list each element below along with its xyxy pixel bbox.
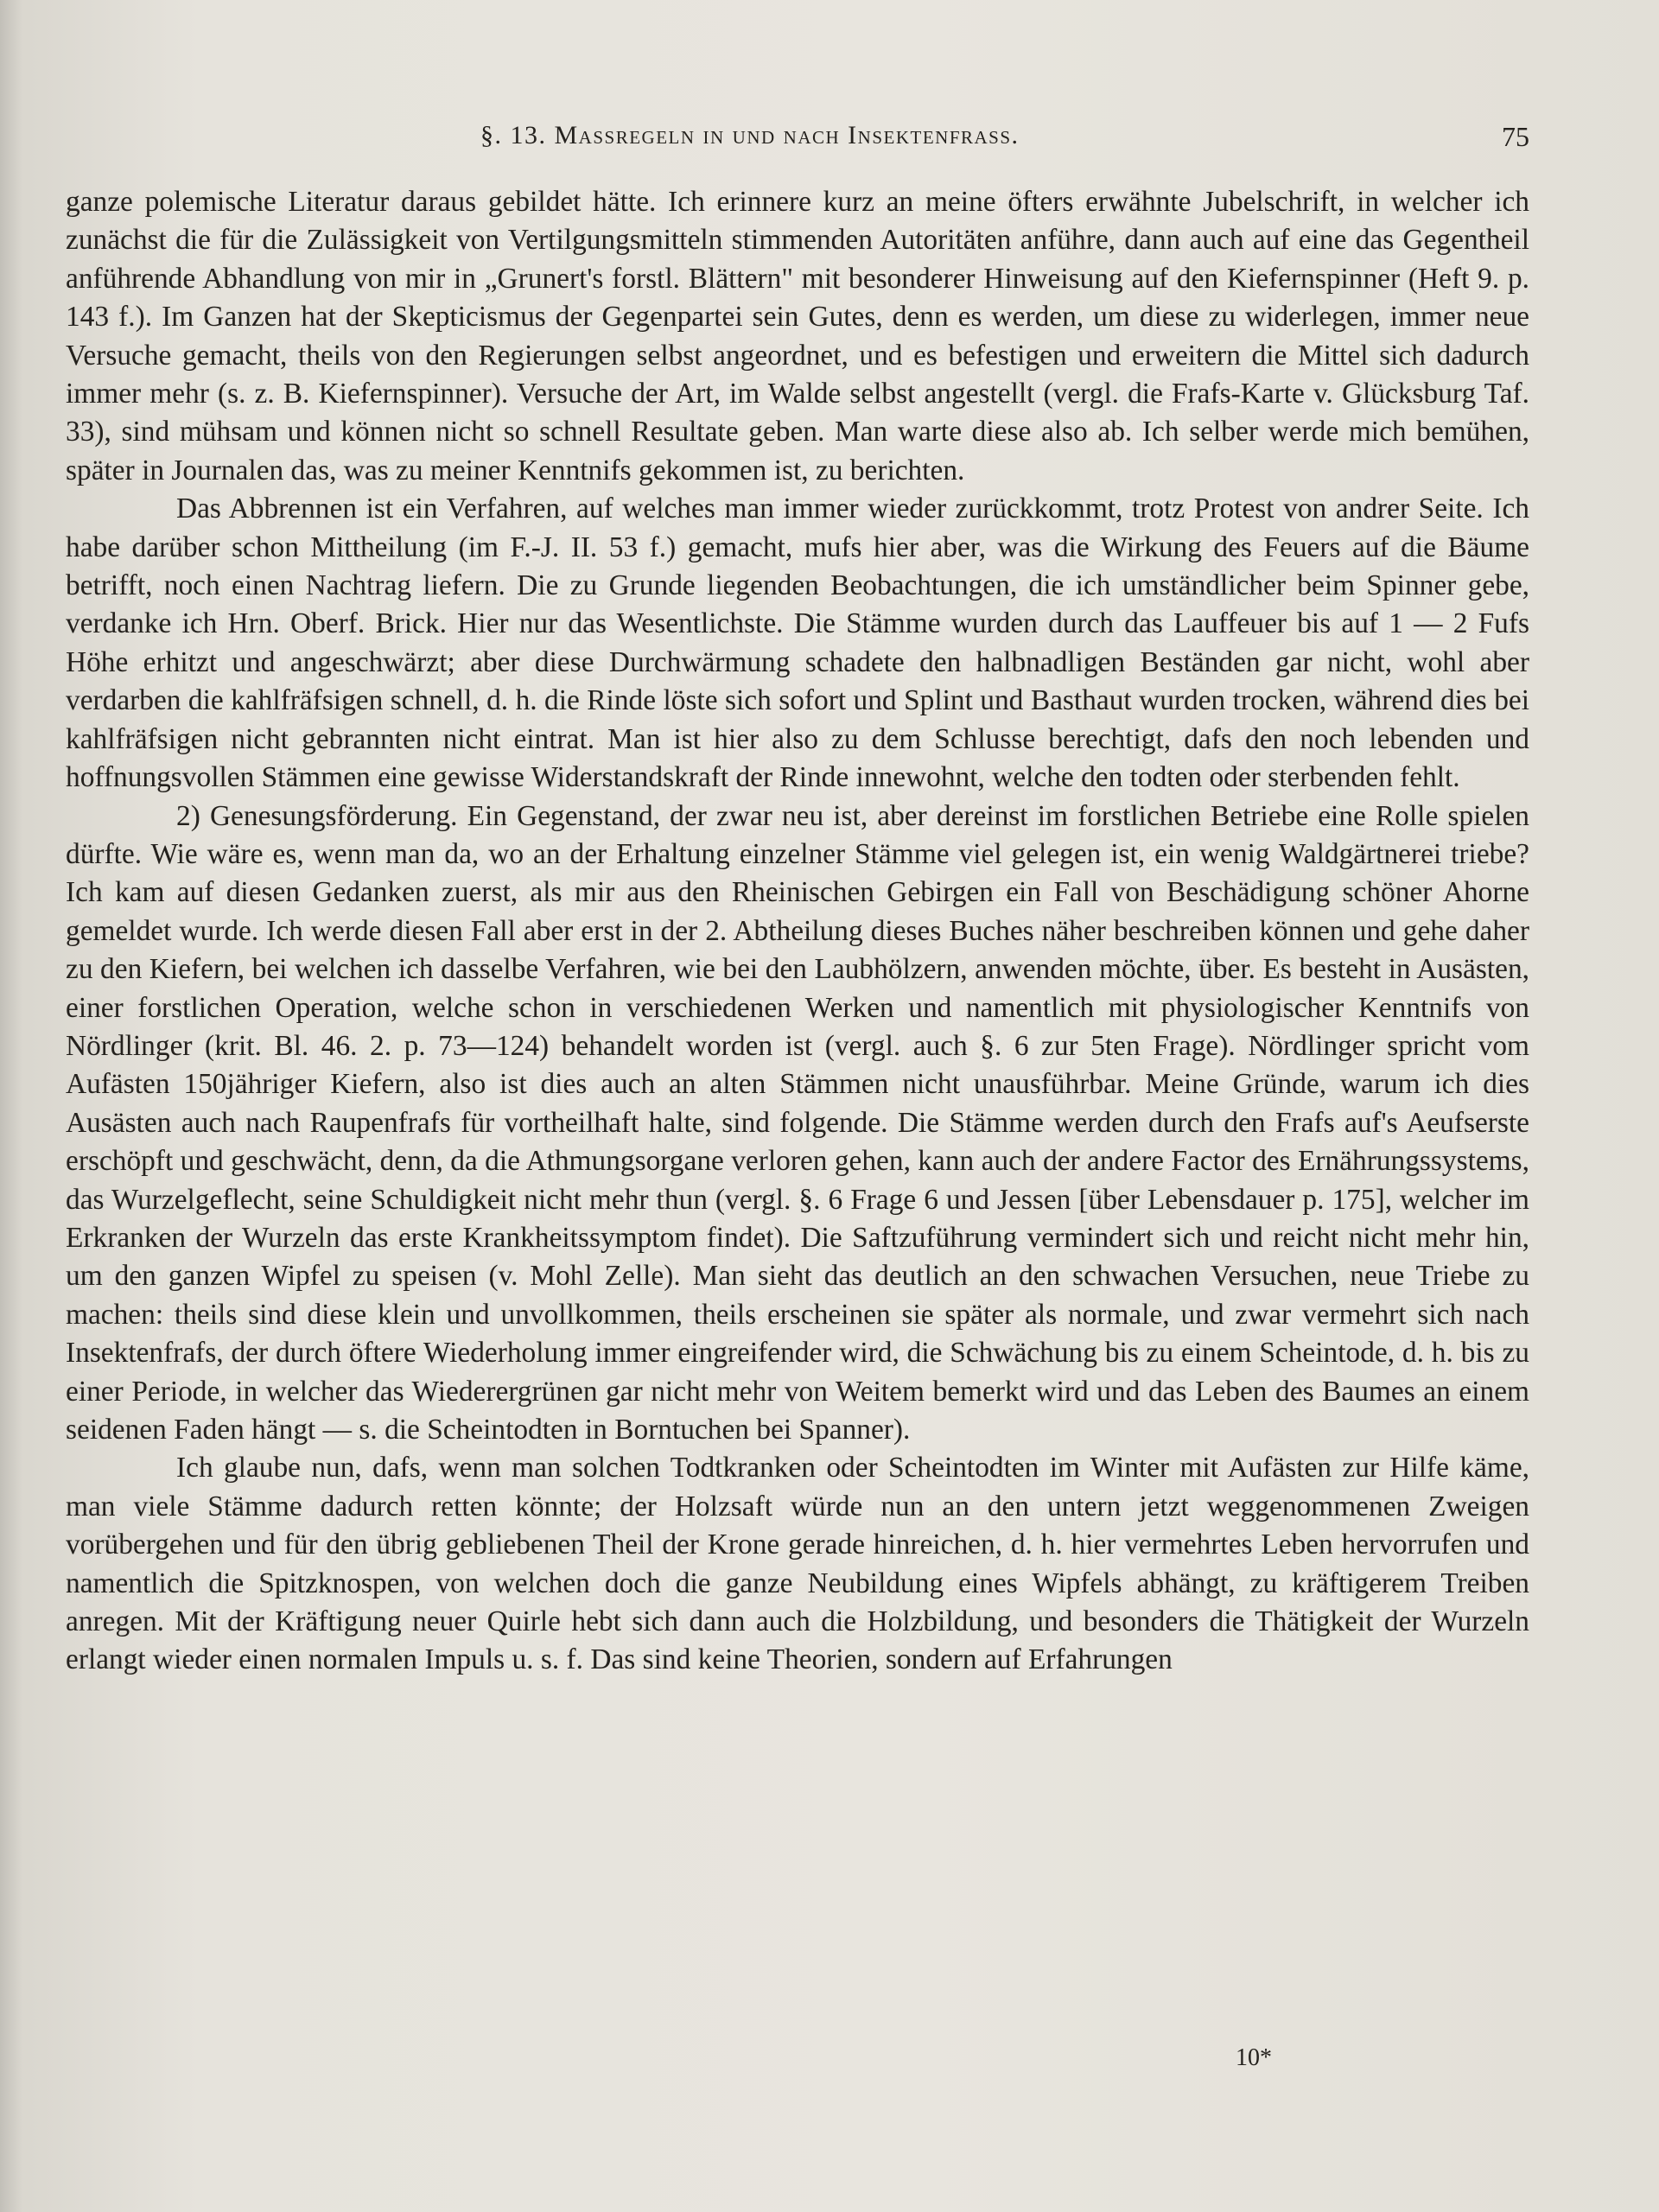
page-body xyxy=(66,183,1529,1680)
page-edge-shadow xyxy=(0,0,22,2212)
paragraph-1: ganze polemische Literatur daraus gebildet hätte. Ich erinnere kurz an meine öfters erwähnte Jubelschrift, in welcher ich zunächst die für die Zulässigkeit von Vertilgungsmitteln stimmenden Autoritäten anführe, dann auch auf eine das Gegentheil anführende Abhandlung von mir in „Grunert's forstl. Blättern" mit besonderer Hinweisung auf den Kiefernspinner (Heft 9. p. 143 f.). Im Ganzen hat der Skepticismus der Gegenpartei sein Gutes, denn es werden, um diese zu widerlegen, immer neue Versuche gemacht, theils von den Regierungen selbst angeordnet, und es befestigen und erweitern die Mittel sich dadurch immer mehr (s. z. B. Kiefernspinner). Versuche der Art, im Walde selbst angestellt (vergl. die Frafs-Karte v. Glücksburg Taf. 33), sind mühsam und können nicht so schnell Resultate geben. Man warte diese also ab. Ich selber werde mich bemühen, später in Journalen das, was zu meiner Kenntnifs gekommen ist, zu berichten. xyxy=(66,186,1529,486)
paragraph-2: Das Abbrennen ist ein Verfahren, auf welches man immer wieder zurückkommt, trotz Protest von andrer Seite. Ich habe darüber schon Mittheilung (im F.-J. II. 53 f.) gemacht, mufs hier aber, was die Wirkung des Feuers auf die Bäume betrifft, noch einen Nachtrag liefern. Die zu Grunde liegenden Beobachtungen, die ich umständlicher beim Spinner gebe, verdanke ich Hrn. Oberf. Brick. Hier nur das Wesentlichste. Die Stämme wurden durch das Lauffeuer bis auf 1 — 2 Fufs Höhe erhitzt und angeschwärzt; aber diese Durchwärmung schadete den halbnadligen Beständen gar nicht, wohl aber verdarben die kahlfräfsigen schnell, d. h. die Rinde löste sich sofort und Splint und Basthaut wurden trocken, während dies bei kahlfräfsigen nicht gebrannten nicht eintrat. Man ist hier also zu dem Schlusse berechtigt, dafs den noch lebenden und hoffnungsvollen Stämmen eine gewisse Widerstandskraft der Rinde innewohnt, welche den todten oder sterbenden fehlt. xyxy=(66,493,1529,794)
running-header xyxy=(66,121,1529,162)
section-heading: §. 13. Massregeln in und nach Insektenfrass. xyxy=(480,121,1020,149)
paragraph-4: Ich glaube nun, dafs, wenn man solchen Todtkranken oder Scheintodten im Winter mit Aufästen zur Hilfe käme, man viele Stämme dadurch retten könnte; der Holzsaft würde nun an den untern jetzt weggenommenen Zweigen vorübergehen und für den übrig gebliebenen Theil der Krone gerade hinreichen, d. h. hier vermehrtes Leben hervorrufen und namentlich die Spitzknospen, von welchen doch die ganze Neubildung eines Wipfels abhängt, zu kräftigerem Treiben anregen. Mit der Kräftigung neuer Quirle hebt sich dann auch die Holzbildung, und besonders die Thätigkeit der Wurzeln erlangt wieder einen normalen Impuls u. s. f. Das sind keine Theorien, sondern auf Erfahrungen xyxy=(66,1452,1529,1676)
page-number: 75 xyxy=(1502,121,1529,152)
paragraph-3: 2) Genesungsförderung. Ein Gegenstand, der zwar neu ist, aber dereinst im forstlichen Betriebe eine Rolle spielen dürfte. Wie wäre es, wenn man da, wo an der Erhaltung einzelner Stämme viel gelegen ist, ein wenig Waldgärtnerei triebe? Ich kam auf diesen Gedanken zuerst, als mir aus den Rheinischen Gebirgen ein Fall von Beschädigung schöner Ahorne gemeldet wurde. Ich werde diesen Fall aber erst in der 2. Abtheilung dieses Buches näher beschreiben können und gehe daher zu den Kiefern, bei welchen ich dasselbe Verfahren, wie bei den Laubhölzern, anwenden möchte, über. Es besteht in Ausästen, einer forstlichen Operation, welche schon in verschiedenen Werken und namentlich mit physiologischer Kenntnifs von Nördlinger (krit. Bl. 46. 2. p. 73—124) behandelt worden ist (vergl. auch §. 6 zur 5ten Frage). Nördlinger spricht vom Aufästen 150jähriger Kiefern, also ist dies auch an alten Stämmen nicht unausführbar. Meine Gründe, warum ich dies Ausästen auch nach Raupenfrafs für vortheilhaft halte, sind folgende. Die Stämme werden durch den Frafs auf's Aeufserste erschöpft und geschwächt, denn, da die Athmungsorgane verloren gehen, kann auch der andere Factor des Ernährungssystems, das Wurzelgeflecht, seine Schuldigkeit nicht mehr thun (vergl. §. 6 Frage 6 und Jessen [über Lebensdauer p. 175], welcher im Erkranken der Wurzeln das erste Krankheitssymptom findet). Die Saftzuführung vermindert sich und reicht nicht mehr hin, um den ganzen Wipfel zu speisen (v. Mohl Zelle). Man sieht das deutlich an den schwachen Versuchen, neue Triebe zu machen: theils sind diese klein und unvollkommen, theils erscheinen sie später als normale, und zwar vermehrt sich nach Insektenfrafs, der durch öftere Wiederholung immer eingreifender wird, die Schwächung bis zu einem Scheintode, d. h. bis zu einer Periode, in welcher das Wiederergrünen gar nicht mehr von Weitem bemerkt wird und das Leben des Baumes an einem seidenen Faden hängt — s. die Scheintodten in Borntuchen bei Spanner). xyxy=(66,799,1529,1446)
signature-mark: 10* xyxy=(1236,2044,1272,2071)
